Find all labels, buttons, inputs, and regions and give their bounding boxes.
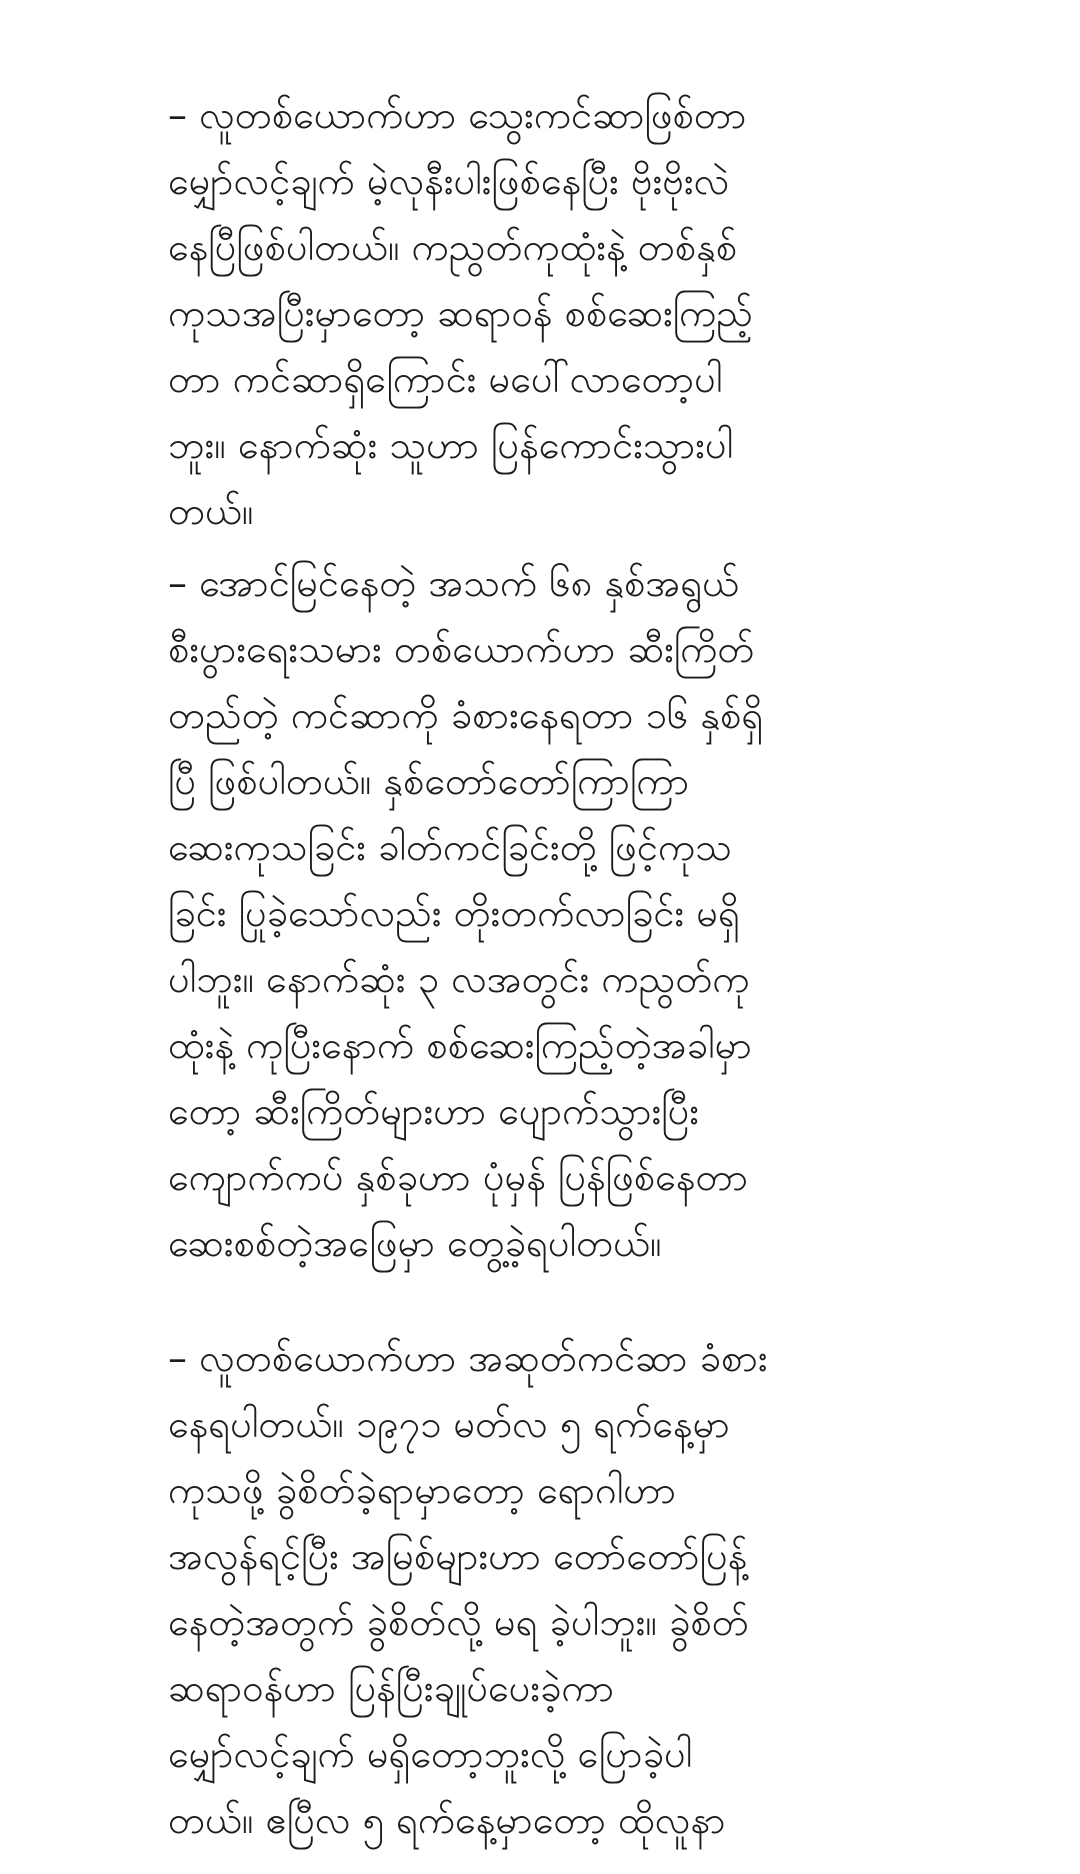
text-line: တာ ကင်ဆာရှိကြောင်း မပေါ်လာတော့ပါ — [168, 357, 723, 401]
text-line: – လူတစ်ယောက်ဟာ အဆုတ်ကင်ဆာ ခံစား — [168, 1336, 768, 1380]
text-line: တယ်။ — [168, 489, 254, 533]
text-line: ခြင်း ပြုခဲ့သော်လည်း တိုးတက်လာခြင်း မရှိ — [168, 891, 740, 935]
text-line: နေတဲ့အတွက် ခွဲစိတ်လို့ မရ ခဲ့ပါဘူး။ ခွဲစိတ် — [168, 1600, 749, 1644]
text-line: တည်တဲ့ ကင်ဆာကို ခံစားနေရတာ ၁၆ နှစ်ရှိ — [168, 693, 764, 737]
text-line: ထုံးနဲ့ ကုပြီးနောက် စစ်ဆေးကြည့်တဲ့အခါမှာ — [168, 1023, 752, 1067]
text-line: ဆေးကုသခြင်း ခါတ်ကင်ခြင်းတို့ ဖြင့်ကုသ — [168, 825, 732, 869]
text-line: ကုသအပြီးမှာတော့ ဆရာဝန် စစ်ဆေးကြည့် — [168, 291, 754, 335]
text-line: ဆေးစစ်တဲ့အဖြေမှာ တွေ့ခဲ့ရပါတယ်။ — [168, 1221, 662, 1265]
text-line: နေရပါတယ်။ ၁၉၇၁ မတ်လ ၅ ရက်နေ့မှာ — [168, 1402, 730, 1446]
paragraph-3 — [168, 1325, 928, 1853]
text-line: စီးပွားရေးသမား တစ်ယောက်ဟာ ဆီးကြိတ် — [168, 627, 755, 671]
text-line: အလွန်ရင့်ပြီး အမြစ်များဟာ တော်တော်ပြန့် — [168, 1534, 748, 1578]
text-line: ဘူး။ နောက်ဆုံး သူဟာ ပြန်ကောင်းသွားပါ — [168, 423, 734, 467]
text-line: တော့ ဆီးကြိတ်များဟာ ပျောက်သွားပြီး — [168, 1089, 699, 1133]
text-line: – အောင်မြင်နေတဲ့ အသက် ၆၈ နှစ်အရွယ် — [168, 561, 740, 605]
text-line: ဆရာဝန်ဟာ ပြန်ပြီးချုပ်ပေးခဲ့ကာ — [168, 1666, 615, 1710]
text-line: မျှော်လင့်ချက် မဲ့လုနီးပါးဖြစ်နေပြီး ဗိုးဗိုးလဲ — [168, 159, 730, 203]
text-line: မျှော်လင့်ချက် မရှိတော့ဘူးလို့ ပြောခဲ့ပါ — [168, 1732, 693, 1776]
text-line: ကုသဖို့ ခွဲစိတ်ခဲ့ရာမှာတော့ ရောဂါဟာ — [168, 1468, 677, 1512]
text-line: နေပြီဖြစ်ပါတယ်။ ကညွတ်ကုထုံးနဲ့ တစ်နှစ် — [168, 225, 738, 269]
paragraph-2 — [168, 550, 928, 1276]
text-line: ပါဘူး။ နောက်ဆုံး ၃ လအတွင်း ကညွတ်ကု — [168, 957, 750, 1001]
paragraph-1 — [168, 82, 928, 544]
text-line: – လူတစ်ယောက်ဟာ သွေးကင်ဆာဖြစ်တာ — [168, 93, 747, 137]
text-line: ပြီ ဖြစ်ပါတယ်။ နှစ်တော်တော်ကြာကြာ — [168, 759, 690, 803]
text-line: တယ်။ ဧပြီလ ၅ ရက်နေ့မှာတော့ ထိုလူနာ — [168, 1798, 726, 1842]
text-line: ကျောက်ကပ် နှစ်ခုဟာ ပုံမှန် ပြန်ဖြစ်နေတာ — [168, 1155, 749, 1199]
